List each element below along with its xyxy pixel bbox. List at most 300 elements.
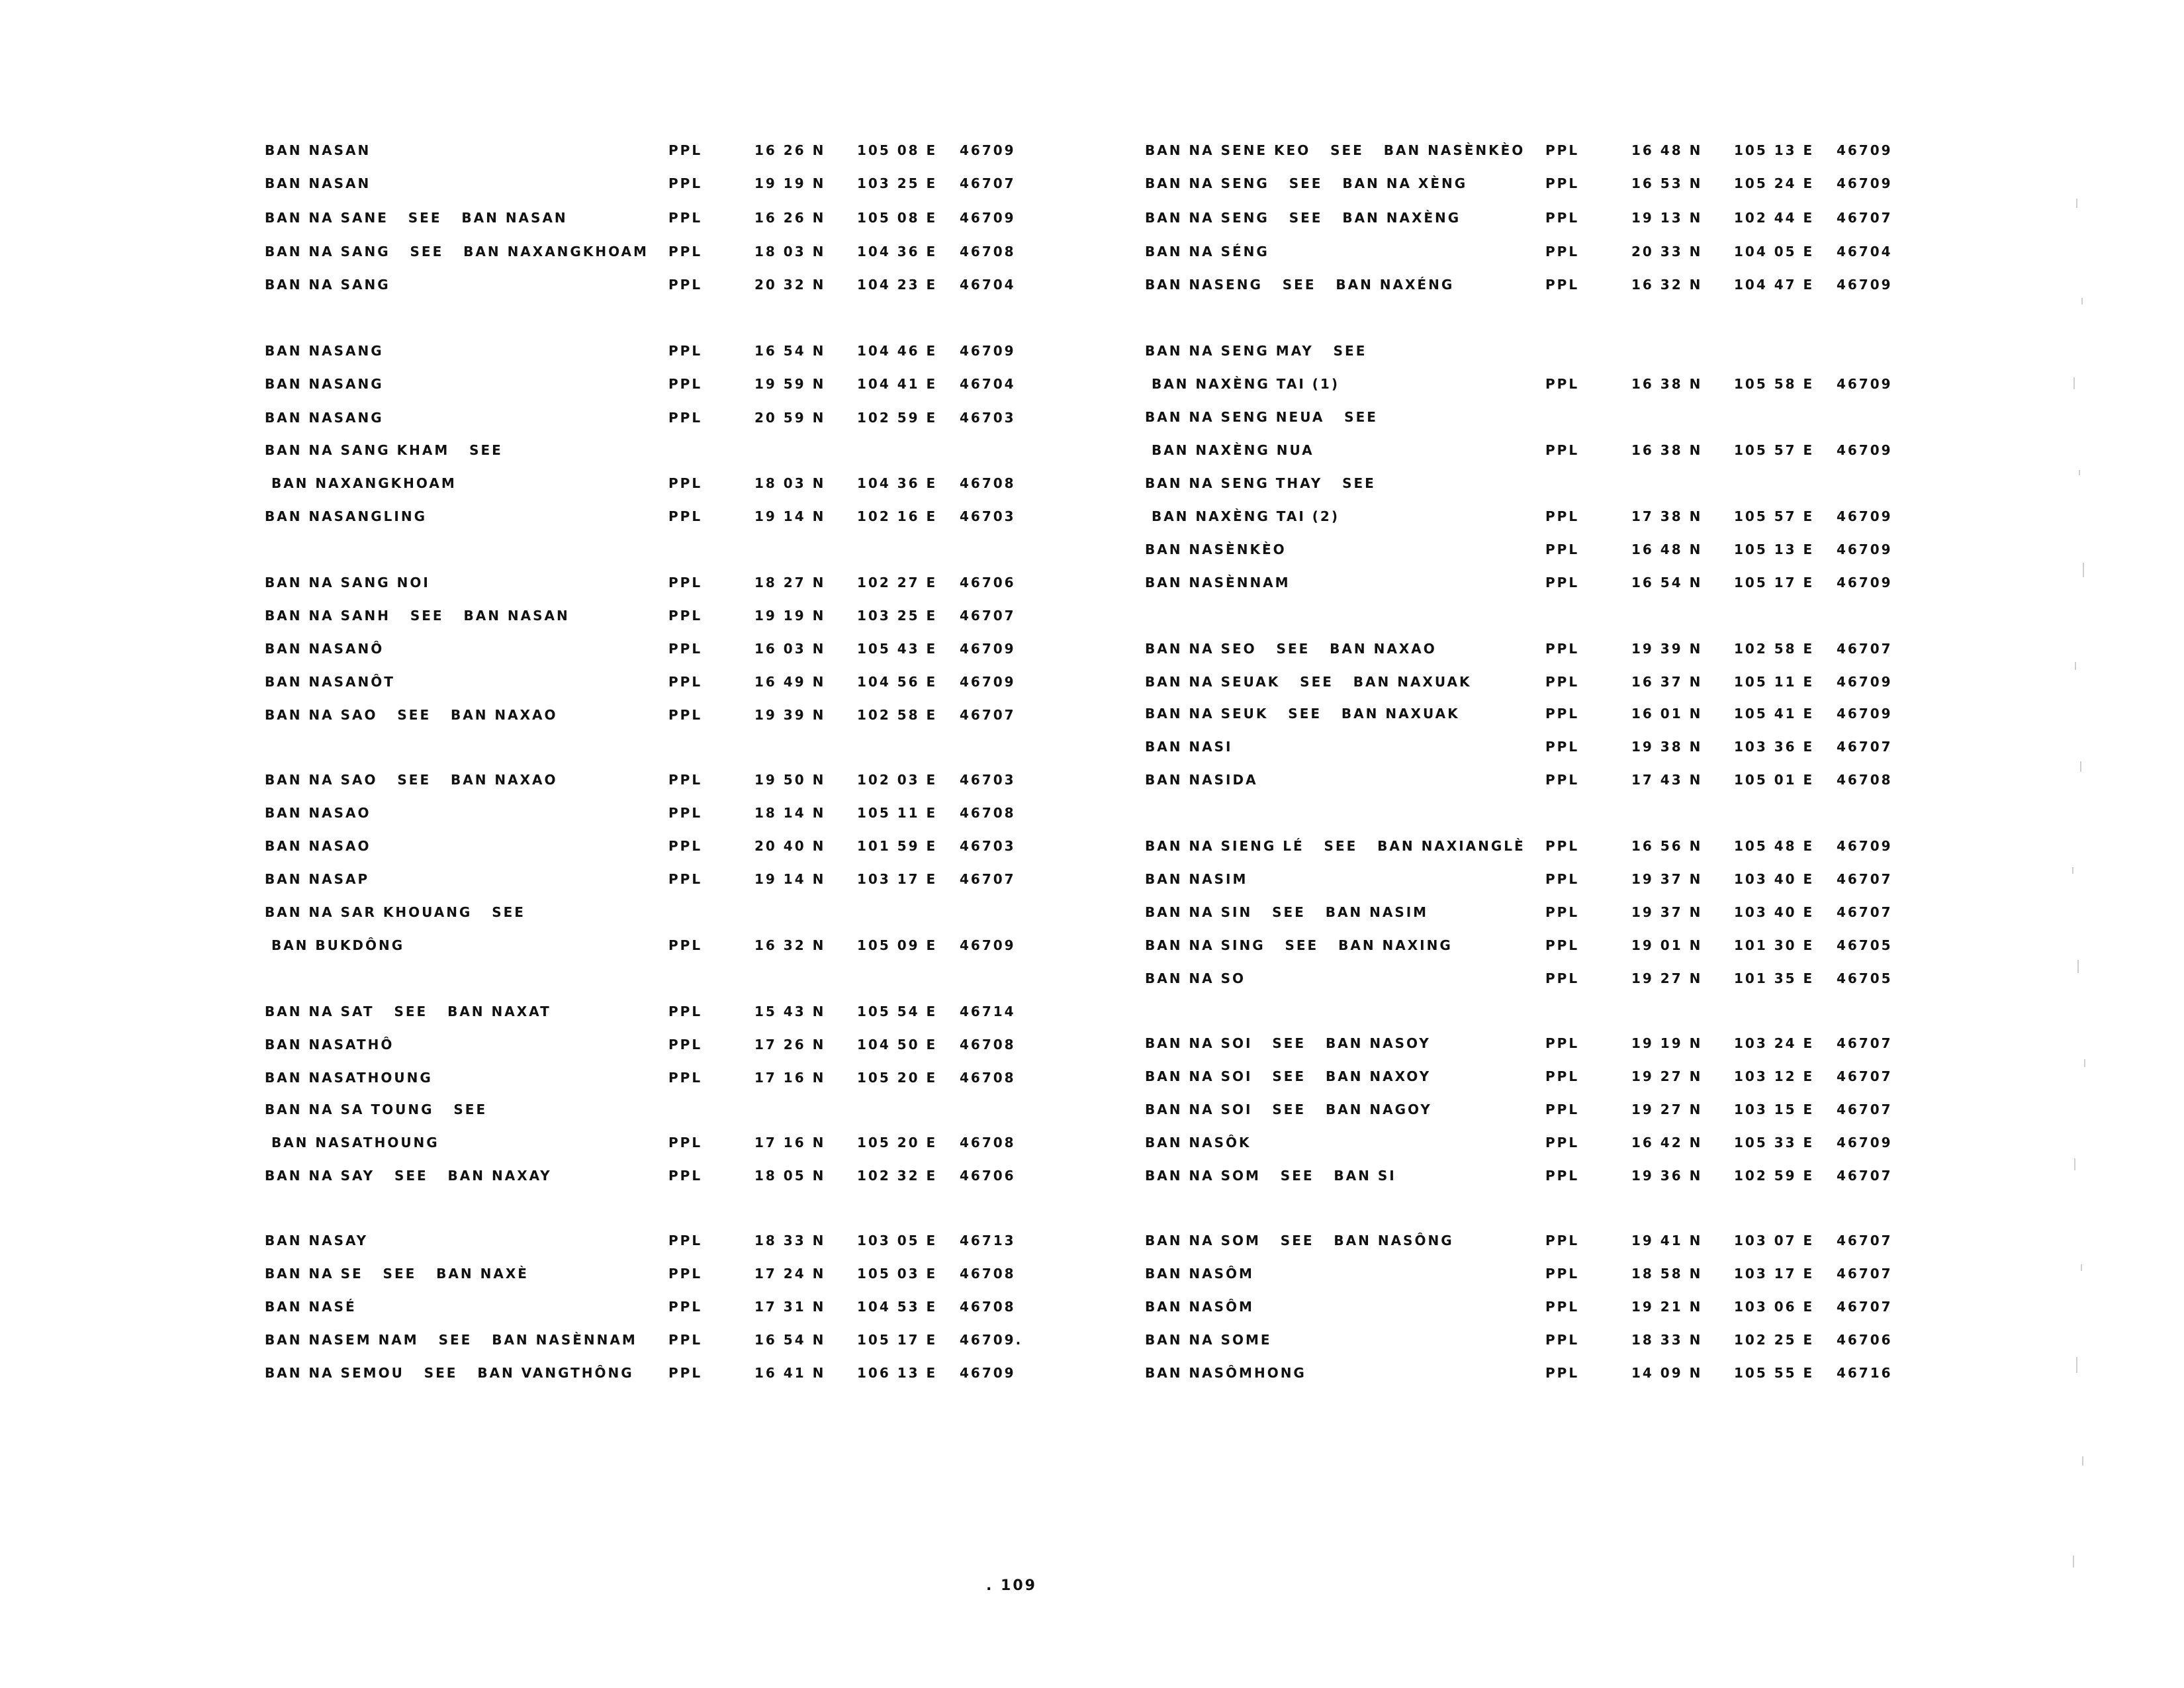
entry-sheet: 46708 [960, 1135, 1016, 1150]
entry-lon: 105 54 E [857, 1004, 938, 1019]
entry-name: BAN NA SÉNG [1145, 244, 1269, 259]
entry-sheet: 46708 [960, 805, 1016, 821]
entry-lat: 16 42 N [1631, 1135, 1703, 1150]
entry-type: PPL [1545, 1299, 1580, 1315]
entry-type: PPL [1545, 1168, 1580, 1184]
scan-edge-noise [2068, 99, 2088, 1655]
entry-lat: 19 41 N [1631, 1233, 1703, 1248]
entry-type: PPL [1545, 442, 1580, 458]
entry-lat: 19 36 N [1631, 1168, 1703, 1184]
entry-type: PPL [668, 175, 703, 191]
entry-lon: 101 59 E [857, 838, 938, 854]
entry-type: PPL [1545, 1035, 1580, 1051]
entry-type: PPL [1545, 1332, 1580, 1348]
entry-lon: 103 24 E [1734, 1035, 1815, 1051]
entry-type: PPL [1545, 641, 1580, 657]
entry-lat: 16 48 N [1631, 541, 1703, 557]
entry-type: PPL [1545, 1365, 1580, 1381]
entry-name: BAN NA SOI SEE BAN NAXOY [1145, 1068, 1432, 1084]
entry-sheet: 46704 [1837, 244, 1893, 259]
entry-name: BAN NASÉ [265, 1299, 357, 1315]
entry-name: BAN NASANÔ [265, 641, 385, 657]
entry-type: PPL [1545, 142, 1580, 158]
entry-lat: 16 03 N [754, 641, 826, 657]
entry-lat: 16 56 N [1631, 838, 1703, 854]
entry-lon: 104 05 E [1734, 244, 1815, 259]
entry-lat: 19 21 N [1631, 1299, 1703, 1315]
entry-sheet: 46709 [1837, 1135, 1893, 1150]
entry-sheet: 46709 [1837, 674, 1893, 690]
entry-sheet: 46706 [960, 1168, 1016, 1184]
entry-type: PPL [1545, 1266, 1580, 1282]
entry-lon: 105 57 E [1734, 442, 1815, 458]
entry-sheet: 46703 [960, 838, 1016, 854]
entry-type: PPL [668, 244, 703, 259]
entry-lon: 105 13 E [1734, 142, 1815, 158]
entry-lon: 102 58 E [1734, 641, 1815, 657]
entry-sheet: 46707 [1837, 739, 1893, 755]
entry-type: PPL [668, 772, 703, 788]
entry-lat: 19 38 N [1631, 739, 1703, 755]
entry-type: PPL [668, 674, 703, 690]
entry-lon: 104 47 E [1734, 277, 1815, 293]
entry-lat: 17 24 N [754, 1266, 826, 1282]
entry-type: PPL [1545, 739, 1580, 755]
entry-name: BAN NASÔM [1145, 1299, 1254, 1315]
entry-sheet: 46709 [960, 641, 1016, 657]
entry-lat: 20 40 N [754, 838, 826, 854]
entry-name: BAN NA SING SEE BAN NAXING [1145, 937, 1453, 953]
entry-sheet: 46707 [1837, 641, 1893, 657]
entry-sheet: 46708 [960, 475, 1016, 491]
entry-type: PPL [1545, 1068, 1580, 1084]
entry-name: BAN NAXÈNG TAI (2) [1145, 508, 1340, 524]
entry-sheet: 46704 [960, 277, 1016, 293]
entry-sheet: 46707 [1837, 1035, 1893, 1051]
entry-lat: 19 39 N [754, 707, 826, 723]
entry-lon: 104 46 E [857, 343, 938, 359]
entry-lat: 16 54 N [754, 343, 826, 359]
entry-sheet: 46707 [1837, 1299, 1893, 1315]
entry-lat: 16 26 N [754, 142, 826, 158]
entry-name: BAN NAXÈNG NUA [1145, 442, 1314, 458]
entry-sheet: 46709 [1837, 277, 1893, 293]
entry-sheet: 46707 [1837, 1266, 1893, 1282]
entry-type: PPL [668, 1332, 703, 1348]
entry-name: BAN NASATHOUNG [265, 1135, 439, 1150]
entry-lat: 19 37 N [1631, 871, 1703, 887]
entry-name: BAN NASAY [265, 1233, 369, 1248]
entry-lon: 102 59 E [857, 410, 938, 426]
entry-type: PPL [668, 1004, 703, 1019]
entry-lon: 103 05 E [857, 1233, 938, 1248]
entry-sheet: 46707 [1837, 904, 1893, 920]
entry-lat: 19 39 N [1631, 641, 1703, 657]
entry-type: PPL [668, 376, 703, 392]
entry-type: PPL [668, 707, 703, 723]
entry-sheet: 46714 [960, 1004, 1016, 1019]
entry-name: BAN NA SIENG LÉ SEE BAN NAXIANGLÈ [1145, 838, 1525, 854]
entry-lon: 105 43 E [857, 641, 938, 657]
entry-type: PPL [1545, 376, 1580, 392]
entry-name: BAN NA SEMOU SEE BAN VANGTHÔNG [265, 1365, 634, 1381]
entry-name: BAN NASANÔT [265, 674, 395, 690]
entry-name: BAN NASIDA [1145, 772, 1258, 788]
entry-sheet: 46707 [960, 175, 1016, 191]
entry-type: PPL [1545, 1102, 1580, 1117]
entry-type: PPL [1545, 838, 1580, 854]
entry-sheet: 46706 [1837, 1332, 1893, 1348]
entry-sheet: 46716 [1837, 1365, 1893, 1381]
entry-lat: 20 33 N [1631, 244, 1703, 259]
entry-sheet: 46709 [1837, 508, 1893, 524]
entry-type: PPL [668, 838, 703, 854]
entry-lon: 104 53 E [857, 1299, 938, 1315]
entry-type: PPL [1545, 244, 1580, 259]
entry-name: BAN NA SANG NOI [265, 575, 430, 590]
entry-type: PPL [668, 277, 703, 293]
entry-lat: 20 59 N [754, 410, 826, 426]
entry-name: BAN NASÔM [1145, 1266, 1254, 1282]
entry-sheet: 46706 [960, 575, 1016, 590]
entry-lon: 104 36 E [857, 475, 938, 491]
entry-name: BAN NA SENG THAY SEE [1145, 475, 1376, 491]
entry-name: BAN NA SANE SEE BAN NASAN [265, 210, 568, 226]
entry-name: BAN NA SO [1145, 970, 1246, 986]
entry-name: BAN NASI [1145, 739, 1233, 755]
entry-lon: 104 50 E [857, 1037, 938, 1053]
entry-name: BAN NASIM [1145, 871, 1248, 887]
entry-lon: 105 57 E [1734, 508, 1815, 524]
entry-lat: 16 53 N [1631, 175, 1703, 191]
entry-type: PPL [1545, 541, 1580, 557]
entry-lat: 19 14 N [754, 871, 826, 887]
entry-type: PPL [1545, 277, 1580, 293]
entry-lat: 19 01 N [1631, 937, 1703, 953]
entry-name: BAN NASEM NAM SEE BAN NASÈNNAM [265, 1332, 637, 1348]
entry-type: PPL [668, 210, 703, 226]
entry-lon: 104 41 E [857, 376, 938, 392]
entry-name: BAN NA SOM SEE BAN SI [1145, 1168, 1396, 1184]
entry-lon: 103 17 E [1734, 1266, 1815, 1282]
entry-name: BAN NASÈNNAM [1145, 575, 1291, 590]
entry-lon: 104 23 E [857, 277, 938, 293]
entry-type: PPL [1545, 210, 1580, 226]
entry-lat: 19 13 N [1631, 210, 1703, 226]
entry-type: PPL [668, 575, 703, 590]
entry-lat: 16 37 N [1631, 674, 1703, 690]
entry-name: BAN NASANG [265, 343, 384, 359]
entry-name: BAN NA SENE KEO SEE BAN NASÈNKÈO [1145, 142, 1525, 158]
entry-lat: 16 48 N [1631, 142, 1703, 158]
entry-sheet: 46709. [960, 1332, 1023, 1348]
entry-name: BAN NASANG [265, 376, 384, 392]
entry-lat: 18 33 N [1631, 1332, 1703, 1348]
entry-lat: 16 38 N [1631, 376, 1703, 392]
entry-type: PPL [668, 475, 703, 491]
entry-name: BAN NASÔK [1145, 1135, 1251, 1150]
entry-sheet: 46709 [960, 210, 1016, 226]
entry-lat: 18 33 N [754, 1233, 826, 1248]
entry-name: BAN NASATHÔ [265, 1037, 394, 1053]
entry-name: BAN NA SOM SEE BAN NASÔNG [1145, 1233, 1454, 1248]
entry-name: BAN NASANG [265, 410, 384, 426]
entry-type: PPL [668, 608, 703, 624]
entry-lat: 18 27 N [754, 575, 826, 590]
entry-name: BAN NASANGLING [265, 508, 428, 524]
entry-sheet: 46707 [960, 608, 1016, 624]
entry-type: PPL [1545, 1233, 1580, 1248]
entry-sheet: 46708 [960, 244, 1016, 259]
entry-type: PPL [668, 1266, 703, 1282]
entry-lat: 19 14 N [754, 508, 826, 524]
entry-sheet: 46709 [1837, 376, 1893, 392]
entry-type: PPL [668, 805, 703, 821]
entry-name: BAN NA SAO SEE BAN NAXAO [265, 707, 558, 723]
entry-type: PPL [668, 1070, 703, 1086]
entry-name: BAN NA SANG [265, 277, 390, 293]
entry-sheet: 46709 [960, 674, 1016, 690]
entry-name: BAN NASATHOUNG [265, 1070, 433, 1086]
entry-sheet: 46707 [1837, 1102, 1893, 1117]
entry-name: BAN NA SAT SEE BAN NAXAT [265, 1004, 551, 1019]
entry-sheet: 46709 [960, 937, 1016, 953]
entry-sheet: 46703 [960, 772, 1016, 788]
entry-lat: 19 27 N [1631, 1102, 1703, 1117]
entry-lon: 103 25 E [857, 608, 938, 624]
entry-lon: 102 27 E [857, 575, 938, 590]
entry-name: BAN NA SENG MAY SEE [1145, 343, 1367, 359]
entry-lat: 17 38 N [1631, 508, 1703, 524]
entry-sheet: 46707 [960, 707, 1016, 723]
entry-type: PPL [668, 1299, 703, 1315]
entry-sheet: 46705 [1837, 937, 1893, 953]
entry-lon: 103 40 E [1734, 871, 1815, 887]
entry-name: BAN NA SOME [1145, 1332, 1272, 1348]
entry-sheet: 46707 [1837, 1233, 1893, 1248]
entry-lon: 105 11 E [857, 805, 938, 821]
entry-sheet: 46707 [1837, 1168, 1893, 1184]
entry-name: BAN NA SIN SEE BAN NASIM [1145, 904, 1429, 920]
entry-lon: 103 15 E [1734, 1102, 1815, 1117]
entry-name: BAN NA SANG KHAM SEE [265, 442, 503, 458]
entry-lon: 105 08 E [857, 210, 938, 226]
entry-sheet: 46709 [1837, 442, 1893, 458]
entry-lon: 105 20 E [857, 1135, 938, 1150]
entry-type: PPL [668, 1037, 703, 1053]
entry-type: PPL [1545, 674, 1580, 690]
entry-sheet: 46709 [1837, 838, 1893, 854]
entry-lat: 19 37 N [1631, 904, 1703, 920]
entry-sheet: 46713 [960, 1233, 1016, 1248]
entry-lon: 105 20 E [857, 1070, 938, 1086]
entry-name: BAN NASAP [265, 871, 370, 887]
entry-name: BAN NA SOI SEE BAN NASOY [1145, 1035, 1431, 1051]
entry-lat: 19 27 N [1631, 1068, 1703, 1084]
entry-type: PPL [1545, 1135, 1580, 1150]
entry-type: PPL [668, 508, 703, 524]
entry-lat: 20 32 N [754, 277, 826, 293]
entry-lon: 104 56 E [857, 674, 938, 690]
entry-lon: 105 11 E [1734, 674, 1815, 690]
entry-lat: 19 50 N [754, 772, 826, 788]
entry-name: BAN NA SAY SEE BAN NAXAY [265, 1168, 552, 1184]
entry-sheet: 46707 [1837, 210, 1893, 226]
entry-lon: 102 32 E [857, 1168, 938, 1184]
entry-lat: 17 26 N [754, 1037, 826, 1053]
page-number: . 109 [986, 1577, 1037, 1594]
entry-sheet: 46704 [960, 376, 1016, 392]
entry-type: PPL [1545, 508, 1580, 524]
entry-name: BAN NASAO [265, 838, 371, 854]
entry-lon: 105 58 E [1734, 376, 1815, 392]
entry-sheet: 46709 [960, 1365, 1016, 1381]
entry-name: BAN NASENG SEE BAN NAXÉNG [1145, 277, 1455, 293]
entry-lon: 102 03 E [857, 772, 938, 788]
entry-sheet: 46708 [1837, 772, 1893, 788]
entry-sheet: 46709 [1837, 575, 1893, 590]
entry-lon: 103 40 E [1734, 904, 1815, 920]
entry-sheet: 46707 [1837, 1068, 1893, 1084]
entry-lon: 105 48 E [1734, 838, 1815, 854]
entry-type: PPL [1545, 871, 1580, 887]
entry-sheet: 46703 [960, 410, 1016, 426]
entry-sheet: 46709 [1837, 541, 1893, 557]
entry-type: PPL [668, 1135, 703, 1150]
entry-sheet: 46709 [1837, 175, 1893, 191]
entry-sheet: 46705 [1837, 970, 1893, 986]
entry-name: BAN NAXANGKHOAM [265, 475, 457, 491]
entry-lat: 18 03 N [754, 244, 826, 259]
entry-lat: 19 19 N [1631, 1035, 1703, 1051]
entry-sheet: 46703 [960, 508, 1016, 524]
entry-lat: 17 16 N [754, 1135, 826, 1150]
entry-name: BAN NA SANH SEE BAN NASAN [265, 608, 570, 624]
entry-type: PPL [668, 641, 703, 657]
entry-name: BAN NA SE SEE BAN NAXÈ [265, 1266, 529, 1282]
entry-lon: 105 41 E [1734, 706, 1815, 722]
entry-type: PPL [668, 1168, 703, 1184]
entry-lat: 19 59 N [754, 376, 826, 392]
entry-name: BAN NASÔMHONG [1145, 1365, 1306, 1381]
entry-name: BAN NAXÈNG TAI (1) [1145, 376, 1340, 392]
entry-lon: 105 17 E [1734, 575, 1815, 590]
entry-lat: 19 27 N [1631, 970, 1703, 986]
entry-type: PPL [1545, 575, 1580, 590]
entry-sheet: 46709 [960, 142, 1016, 158]
entry-lon: 101 35 E [1734, 970, 1815, 986]
entry-name: BAN NA SA TOUNG SEE [265, 1102, 488, 1117]
entry-name: BAN NA SAO SEE BAN NAXAO [265, 772, 558, 788]
entry-lat: 16 49 N [754, 674, 826, 690]
entry-lon: 105 17 E [857, 1332, 938, 1348]
entry-lat: 16 32 N [754, 937, 826, 953]
entry-lon: 105 01 E [1734, 772, 1815, 788]
entry-lat: 18 14 N [754, 805, 826, 821]
entry-name: BAN NASAN [265, 142, 371, 158]
entry-sheet: 46707 [960, 871, 1016, 887]
entry-name: BAN NASAN [265, 175, 371, 191]
entry-lon: 103 25 E [857, 175, 938, 191]
entry-lon: 101 30 E [1734, 937, 1815, 953]
entry-type: PPL [1545, 772, 1580, 788]
entry-name: BAN NA SENG SEE BAN NA XÈNG [1145, 175, 1468, 191]
entry-sheet: 46708 [960, 1037, 1016, 1053]
entry-type: PPL [1545, 706, 1580, 722]
entry-lon: 105 03 E [857, 1266, 938, 1282]
entry-lon: 104 36 E [857, 244, 938, 259]
entry-sheet: 46708 [960, 1070, 1016, 1086]
entry-lat: 19 19 N [754, 608, 826, 624]
entry-type: PPL [668, 142, 703, 158]
entry-name: BAN NA SENG NEUA SEE [1145, 409, 1378, 425]
entry-lon: 103 07 E [1734, 1233, 1815, 1248]
entry-lat: 18 03 N [754, 475, 826, 491]
entry-sheet: 46709 [960, 343, 1016, 359]
entry-name: BAN NA SOI SEE BAN NAGOY [1145, 1102, 1432, 1117]
entry-name: BAN NA SEUAK SEE BAN NAXUAK [1145, 674, 1472, 690]
entry-type: PPL [668, 871, 703, 887]
entry-lat: 16 41 N [754, 1365, 826, 1381]
entry-lat: 16 32 N [1631, 277, 1703, 293]
entry-lon: 102 59 E [1734, 1168, 1815, 1184]
entry-name: BAN NA SANG SEE BAN NAXANGKHOAM [265, 244, 649, 259]
entry-lon: 105 33 E [1734, 1135, 1815, 1150]
entry-lon: 105 55 E [1734, 1365, 1815, 1381]
entry-sheet: 46708 [960, 1266, 1016, 1282]
entry-lon: 103 06 E [1734, 1299, 1815, 1315]
entry-lat: 19 19 N [754, 175, 826, 191]
entry-lon: 102 25 E [1734, 1332, 1815, 1348]
entry-type: PPL [1545, 904, 1580, 920]
entry-name: BAN BUKDÔNG [265, 937, 405, 953]
entry-lat: 16 38 N [1631, 442, 1703, 458]
entry-lon: 103 17 E [857, 871, 938, 887]
entry-lon: 105 09 E [857, 937, 938, 953]
entry-sheet: 46709 [1837, 706, 1893, 722]
entry-lon: 105 08 E [857, 142, 938, 158]
entry-type: PPL [668, 937, 703, 953]
entry-name: BAN NASAO [265, 805, 371, 821]
entry-name: BAN NASÈNKÈO [1145, 541, 1287, 557]
entry-lat: 17 31 N [754, 1299, 826, 1315]
entry-type: PPL [1545, 175, 1580, 191]
entry-name: BAN NA SEUK SEE BAN NAXUAK [1145, 706, 1460, 722]
entry-lat: 16 26 N [754, 210, 826, 226]
entry-sheet: 46708 [960, 1299, 1016, 1315]
entry-sheet: 46709 [1837, 142, 1893, 158]
entry-name: BAN NA SAR KHOUANG SEE [265, 904, 525, 920]
entry-type: PPL [1545, 937, 1580, 953]
entry-lon: 105 13 E [1734, 541, 1815, 557]
entry-type: PPL [668, 1365, 703, 1381]
entry-sheet: 46707 [1837, 871, 1893, 887]
entry-type: PPL [668, 410, 703, 426]
entry-lat: 15 43 N [754, 1004, 826, 1019]
entry-type: PPL [1545, 970, 1580, 986]
entry-type: PPL [668, 1233, 703, 1248]
entry-lon: 106 13 E [857, 1365, 938, 1381]
entry-lat: 16 01 N [1631, 706, 1703, 722]
entry-lat: 14 09 N [1631, 1365, 1703, 1381]
entry-name: BAN NA SENG SEE BAN NAXÈNG [1145, 210, 1461, 226]
entry-lon: 105 24 E [1734, 175, 1815, 191]
entry-lon: 102 16 E [857, 508, 938, 524]
entry-lon: 103 36 E [1734, 739, 1815, 755]
entry-type: PPL [668, 343, 703, 359]
entry-lat: 17 43 N [1631, 772, 1703, 788]
entry-lat: 17 16 N [754, 1070, 826, 1086]
